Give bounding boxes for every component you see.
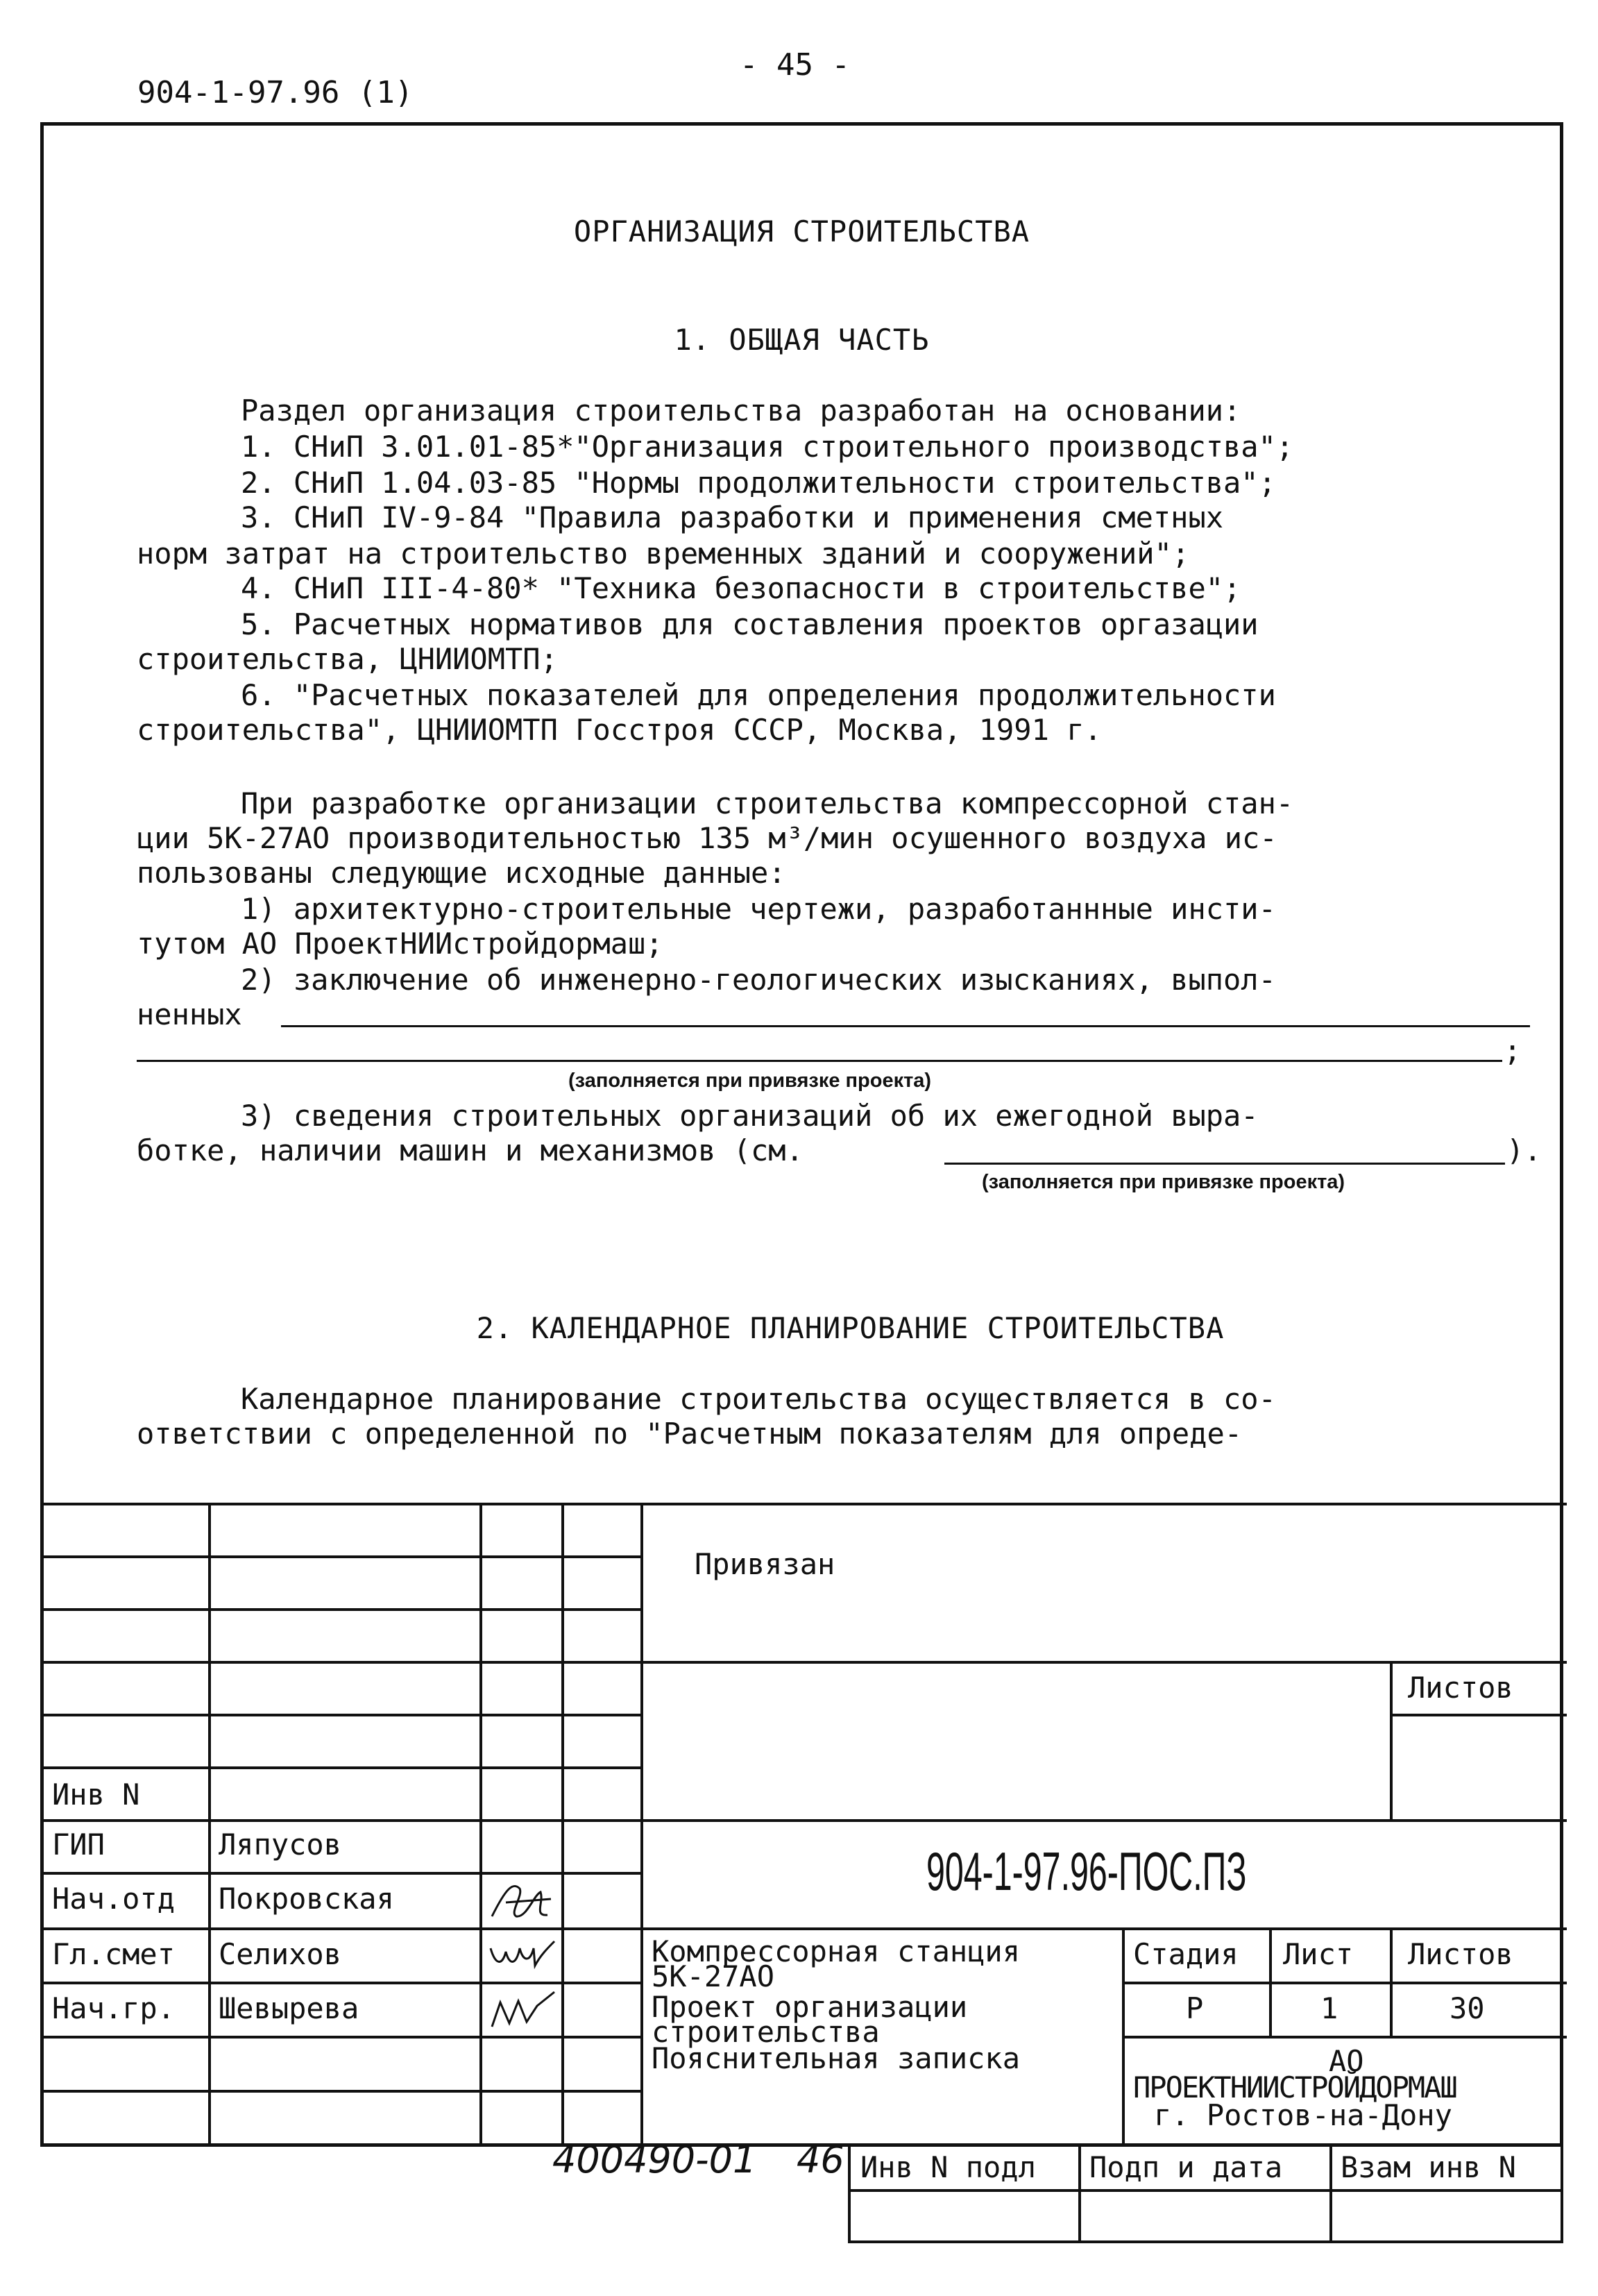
p2-close: ). [1506, 1133, 1542, 1167]
s2-line-2: ответствии с определенной по "Расчетным показателям для опреде- [137, 1417, 1243, 1451]
grid-h4 [44, 1714, 640, 1716]
p2-line-9: ботке, наличии машин и механизмов (см. [137, 1133, 804, 1167]
signature-selikhov [485, 1927, 561, 1983]
info-h1 [1122, 1982, 1567, 1984]
fill-line-2 [137, 1060, 1502, 1062]
inv-n-label: Инв N [52, 1778, 140, 1812]
sheets-label: Листов [1408, 1937, 1513, 1971]
p2-line-7: ненных [137, 997, 242, 1031]
grid-h2 [44, 1608, 640, 1611]
p2-semicolon: ; [1504, 1033, 1522, 1067]
role-nach-otd: Нач.отд [52, 1882, 176, 1916]
fill-line-1 [281, 1025, 1530, 1027]
listov-v [1390, 1661, 1393, 1819]
s1-line-5: норм затрат на строительство временных зданий и сооружений"; [137, 537, 1190, 571]
sheet-label: Лист [1283, 1937, 1354, 1971]
object-line-5: Пояснительная записка [652, 2041, 1021, 2075]
role-nach-gr: Нач.гр. [52, 1991, 176, 2025]
grid-h6 [44, 1819, 1567, 1822]
s1-line-2: 1. СНиП 3.01.01-85*"Организация строительного производства"; [241, 430, 1294, 464]
info-h2 [1122, 2036, 1567, 2038]
stage-label: Стадия [1133, 1937, 1239, 1971]
doc-number: 904-1-97.96 (1) [137, 75, 414, 110]
stage-value: Р [1186, 1991, 1204, 2025]
bottom-h1 [851, 2189, 1563, 2192]
org-line-1: АО [1329, 2044, 1364, 2078]
listov-h [1390, 1714, 1567, 1716]
bottom-v2 [1329, 2143, 1332, 2240]
s2-line-1: Календарное планирование строительства осуществляется в со- [241, 1382, 1276, 1416]
page-number: - 45 - [740, 47, 850, 83]
p2-line-4: 1) архитектурно-строительные чертежи, разработаннные инсти- [241, 892, 1276, 926]
signature-pokrovskaya [485, 1875, 561, 1930]
name-gip: Ляпусов [219, 1827, 342, 1862]
main-title: ОРГАНИЗАЦИЯ СТРОИТЕЛЬСТВА [573, 214, 1030, 248]
listov-top-label: Листов [1408, 1671, 1513, 1705]
stamp-top-line [44, 1503, 1567, 1505]
s1-line-9: 6. "Расчетных показателей для определения продолжительности [241, 678, 1276, 712]
object-line-1: Компрессорная станция [652, 1934, 1021, 1968]
p2-line-6: 2) заключение об инженерно-геологических изысканиях, выпол- [241, 963, 1276, 997]
handwritten-page: 46 [797, 2138, 844, 2181]
designation-code: 904-1-97.96-ПОС.ПЗ [926, 1841, 1247, 1902]
name-gl-smet: Селихов [219, 1937, 342, 1971]
grid-h8 [44, 1927, 1567, 1930]
grid-v3 [561, 1503, 564, 2144]
bottom-strip [848, 2143, 1563, 2243]
grid-h1 [44, 1555, 640, 1558]
fill-line-3 [944, 1163, 1505, 1165]
s1-line-1: Раздел организация строительства разработан на основании: [241, 394, 1241, 428]
inv-podl-label: Инв N подл [860, 2150, 1036, 2184]
fill-note-2: (заполняется при привязке проекта) [982, 1171, 1345, 1193]
privyazan-label: Привязан [695, 1547, 835, 1581]
p2-line-5: тутом АО ПроектНИИстройдормаш; [137, 927, 663, 961]
s1-line-10: строительства", ЦНИИОМТП Госстроя СССР, Москва, 1991 г. [137, 713, 1102, 747]
s1-line-8: строительства, ЦНИИОМТП; [137, 642, 558, 676]
s1-line-3: 2. СНиП 1.04.03-85 "Нормы продолжительности строительства"; [241, 466, 1276, 500]
s1-line-4: 3. СНиП IV-9-84 "Правила разработки и применения сметных [241, 500, 1224, 534]
section1-title: 1. ОБЩАЯ ЧАСТЬ [674, 323, 930, 357]
p2-line-1: При разработке организации строительства компрессорной стан- [241, 786, 1294, 820]
grid-h5 [44, 1766, 640, 1769]
grid-v4 [640, 1503, 643, 2144]
grid-v2 [479, 1503, 482, 2144]
object-line-3: Проект организации [652, 1990, 968, 2024]
s1-line-6: 4. СНиП III-4-80* "Техника безопасности в строительстве"; [241, 571, 1241, 605]
bottom-v1 [1078, 2143, 1081, 2240]
grid-h3 [44, 1661, 1567, 1664]
sheets-value: 30 [1450, 1991, 1485, 2025]
section2-title: 2. КАЛЕНДАРНОЕ ПЛАНИРОВАНИЕ СТРОИТЕЛЬСТВА [476, 1311, 1225, 1345]
org-line-3: г. Ростов-на-Дону [1154, 2098, 1452, 2132]
object-line-2: 5К-27АО [652, 1959, 775, 1993]
p2-line-2: ции 5К-27АО производительностью 135 м³/мин осушенного воздуха ис- [137, 821, 1277, 855]
bottom-left-edge [848, 2143, 851, 2243]
grid-h11 [44, 2090, 640, 2093]
grid-v1 [208, 1503, 211, 2144]
handwritten-number: 400490-01 [552, 2138, 757, 2181]
podp-data-label: Подп и дата [1089, 2150, 1283, 2184]
p2-line-3: пользованы следующие исходные данные: [137, 856, 786, 890]
sheet-value: 1 [1320, 1991, 1338, 2025]
role-gl-smet: Гл.смет [52, 1937, 176, 1971]
fill-note-1: (заполняется при привязке проекта) [568, 1070, 932, 1092]
role-gip: ГИП [52, 1827, 105, 1862]
document-frame [40, 122, 1563, 2147]
name-nach-gr: Шевырева [219, 1991, 359, 2025]
vzam-inv-label: Взам инв N [1341, 2150, 1516, 2184]
org-line-2: ПРОЕКТНИИСТРОЙДОРМАШ [1133, 2070, 1456, 2104]
signature-shevyreva [485, 1982, 561, 2037]
s1-line-7: 5. Расчетных нормативов для составления проектов оргазации [241, 607, 1259, 641]
p2-line-8: 3) сведения строительных организаций об их ежегодной выра- [241, 1099, 1259, 1133]
name-nach-otd: Покровская [219, 1882, 394, 1916]
object-line-4: строительства [652, 2015, 880, 2049]
